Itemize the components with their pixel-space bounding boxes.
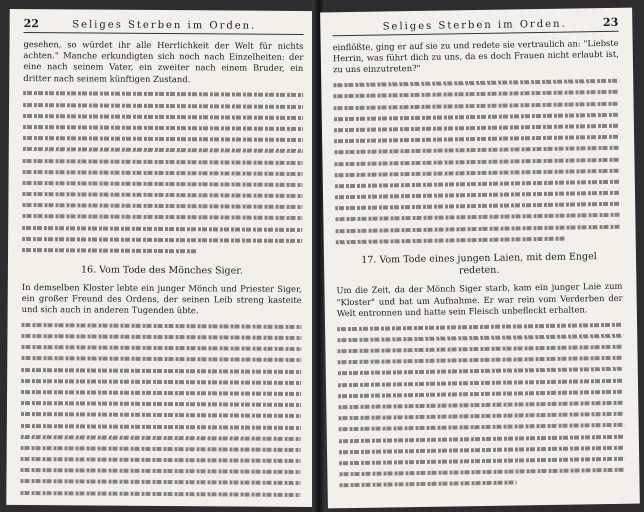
- left-running-head: [24, 17, 304, 35]
- left-opening-text: gesehen, so würdet ihr alle Herrlichkeit der Welt für nichts achten." Manche erkundigten sich noch nach Einzelheiten: der eine nach seinem Vater, ein zweiter nach einem Bruder, ein dritter nach seinem künftigen Zustand.: [23, 39, 304, 84]
- left-section-lines: [20, 319, 301, 500]
- right-text-lines: [333, 75, 622, 247]
- left-page-number: 22: [23, 17, 39, 31]
- right-section-lines: [337, 319, 626, 491]
- left-section-heading: 16. Vom Tode des Mönches Siger.: [80, 264, 243, 277]
- right-page-number: 23: [602, 15, 619, 30]
- left-page: [6, 9, 315, 507]
- right-running-head: [332, 16, 618, 36]
- right-opening-text: einflößte, ging er auf sie zu und redete sie vertraulich an: "Liebste Herrin, was führt dich zu uns, da es doch Frauen nicht erlaubt ist, zu uns einzutreten?": [332, 37, 619, 75]
- left-text-lines: [22, 88, 303, 258]
- right-running-title: Seliges Sterben im Orden.: [382, 18, 567, 33]
- right-section-text: Um die Zeit, da der Mönch Siger starb, kam ein junger Laie zum "Kloster" und bat um Aufnahme. Er war rein vom Verderben der Welt entronnen und hatte sein Fleisch unbefleckt erhalten.: [336, 281, 623, 319]
- right-section-heading: 17. Vom Tode eines jungen Laien, mit dem Engel redeten.: [361, 251, 597, 277]
- left-running-title: Seliges Sterben im Orden.: [72, 19, 257, 32]
- left-section-text: In demselben Kloster lebte ein junger Mönch und Priester Siger, ein großer Freund des Ordens, der seinen Leib streng kasteite und sich auch in anderen Tugenden übte.: [21, 281, 302, 316]
- right-page: [320, 8, 640, 509]
